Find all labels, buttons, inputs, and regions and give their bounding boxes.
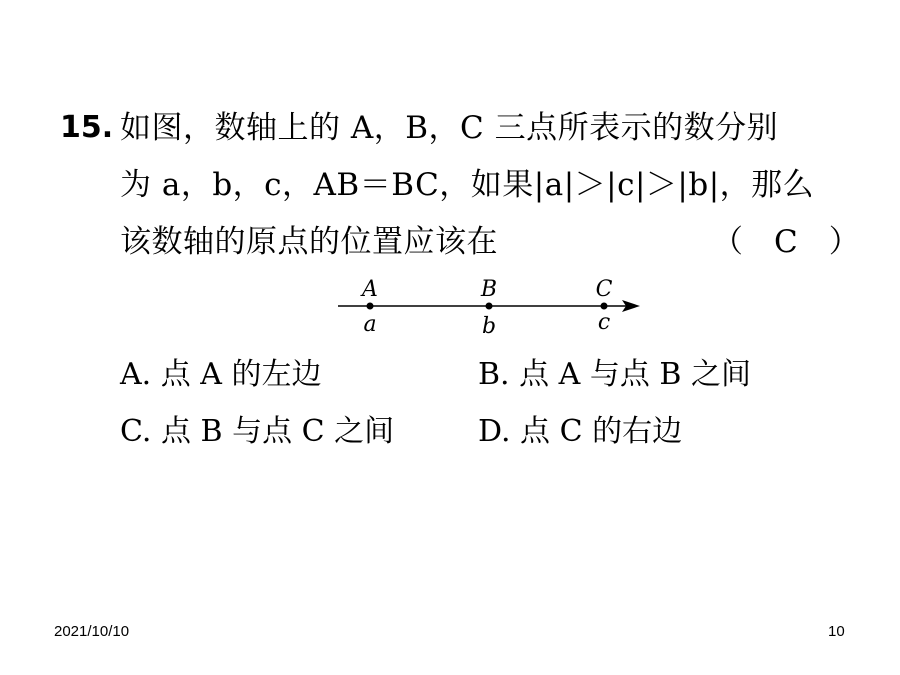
value-a-label: a (363, 312, 377, 337)
footer-date: 2021/10/10 (54, 623, 130, 640)
question-number: 15. (60, 110, 114, 145)
point-b-dot (486, 303, 493, 310)
point-c-label: C (595, 277, 613, 302)
option-b: B. 点 A 与点 B 之间 (478, 357, 751, 392)
option-c: C. 点 B 与点 C 之间 (120, 414, 395, 449)
option-a: A. 点 A 的左边 (120, 357, 322, 392)
question-line-2: 为 a，b，c，AB＝BC，如果|a|＞|c|＞|b|，那么 (120, 167, 815, 203)
option-d: D. 点 C 的右边 (478, 414, 683, 449)
question-line-3: 该数轴的原点的位置应该在 (120, 224, 498, 260)
footer-page-number: 10 (828, 623, 845, 640)
point-b-label: B (480, 277, 498, 302)
value-b-label: b (481, 314, 497, 339)
value-c-label: c (597, 310, 611, 335)
number-line-figure (330, 270, 650, 345)
point-a-dot (367, 303, 374, 310)
answer-bracket: （ C ） (712, 224, 860, 260)
point-c-dot (601, 303, 608, 310)
point-a-label: A (362, 277, 378, 302)
question-line-1: 如图，数轴上的 A，B，C 三点所表示的数分别 (120, 110, 779, 146)
